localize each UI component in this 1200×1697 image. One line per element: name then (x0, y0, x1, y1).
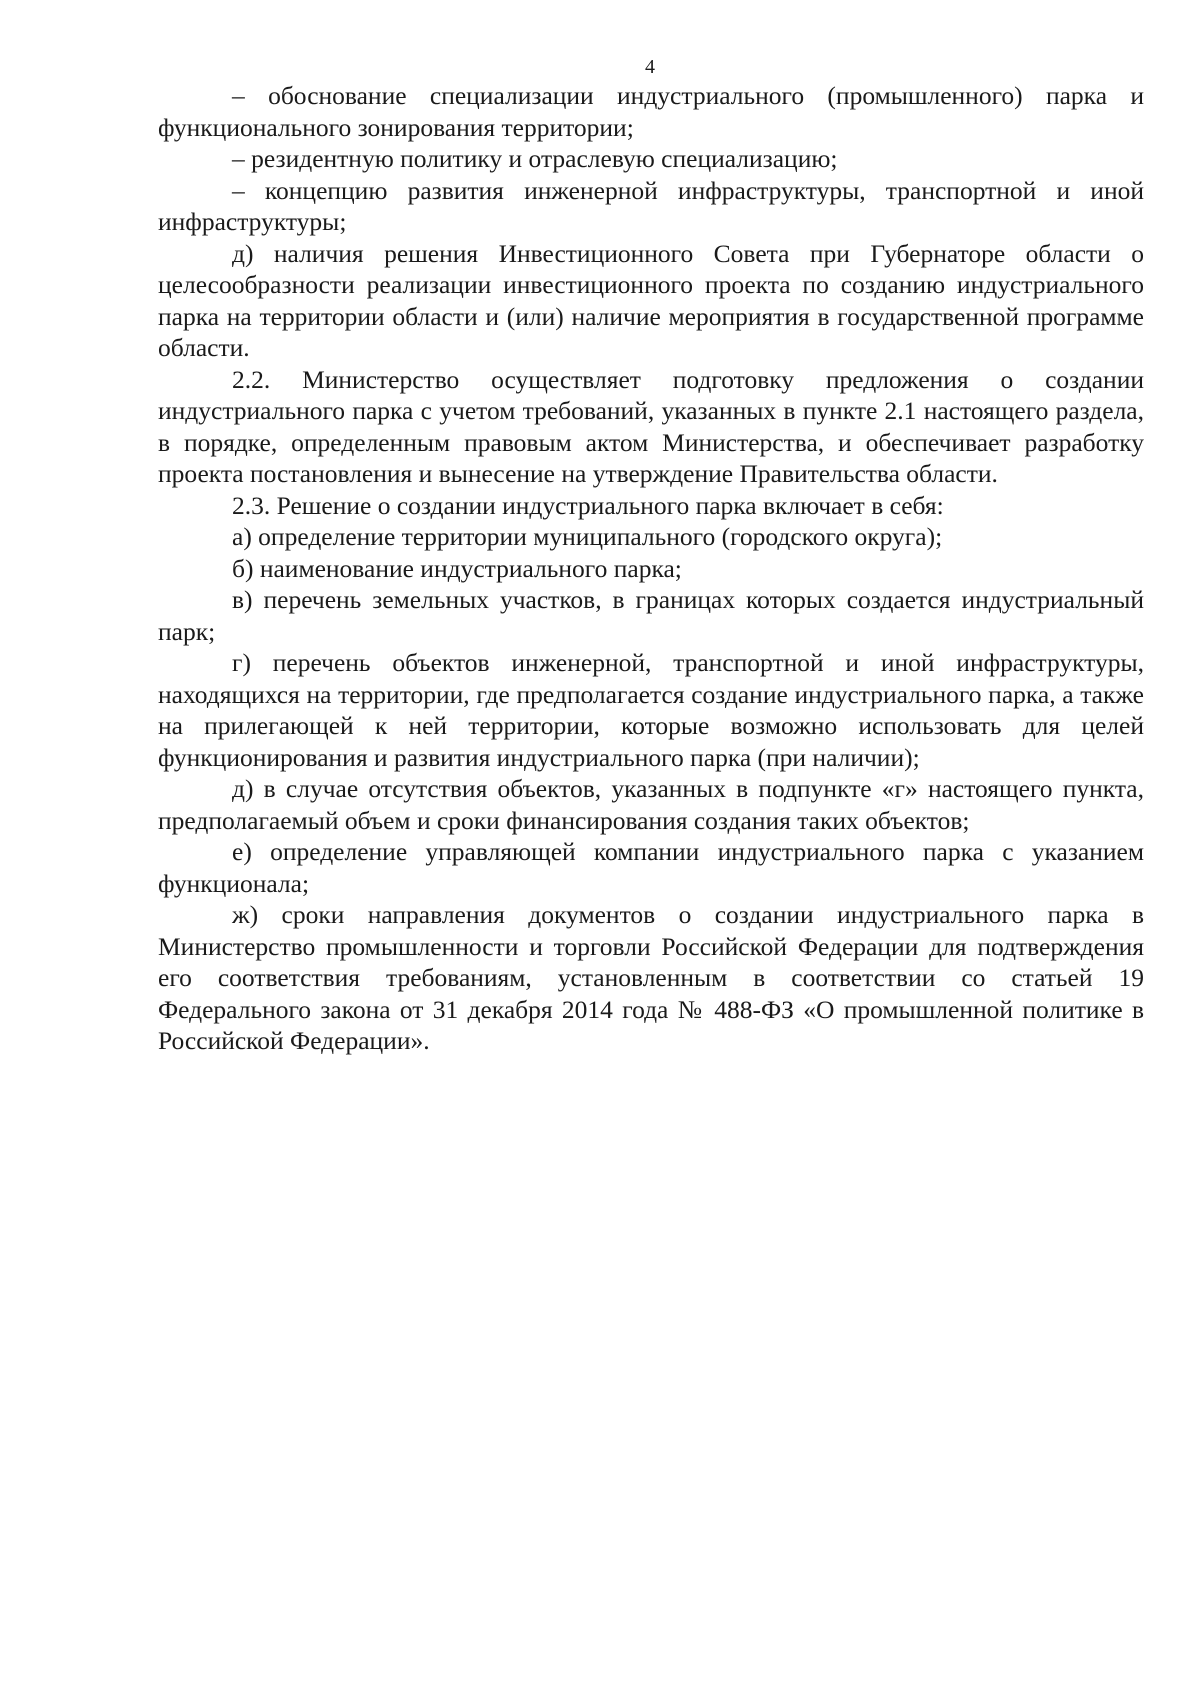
document-body (158, 80, 1144, 1057)
paragraph-justification-specialization: – обоснование специализации индустриального (промышленного) парка и функционального зонирования территории; (158, 81, 1144, 142)
paragraph-item-e: е) определение управляющей компании индустриального парка с указанием функционала; (158, 837, 1144, 898)
page-number: 4 (645, 56, 655, 78)
paragraph-item-b: б) наименование индустриального парка; (232, 553, 682, 583)
paragraph-item-zh: ж) сроки направления документов о создании индустриального парка в Министерство промышленности и торговли Российской Федерации для подтверждения его соответствия требованиям, установленным в соответствии со статьей 19 Федерального закона от 31 декабря 2014 года № 488-ФЗ «О промышленной политике в Российской Федерации». (158, 900, 1144, 1055)
paragraph-section-2-2: 2.2. Министерство осуществляет подготовку предложения о создании индустриального парка с учетом требований, указанных в пункте 2.1 настоящего раздела, в порядке, определенным правовым актом Министерства, и обеспечивает разработку проекта постановления и вынесение на утверждение Правительства области. (158, 364, 1144, 488)
paragraph-item-d-investment-council: д) наличия решения Инвестиционного Совета при Губернаторе области о целесообразности реализации инвестиционного проекта по созданию индустриального парка на территории области и (или) наличие мероприятия в государственной программе области. (158, 238, 1144, 362)
paragraph-resident-policy: – резидентную политику и отраслевую специализацию; (232, 144, 838, 173)
paragraph-item-g: г) перечень объектов инженерной, транспортной и иной инфраструктуры, находящихся на территории, где предполагается создание индустриального парка, а также на прилегающей к ней территории, которые возможно использовать для целей функционирования и развития индустриального парка (при наличии); (158, 648, 1144, 772)
paragraph-section-2-3: 2.3. Решение о создании индустриального парка включает в себя: (232, 490, 944, 520)
paragraph-item-a: а) определение территории муниципального (городского округа); (232, 522, 943, 551)
paragraph-item-v: в) перечень земельных участков, в границах которых создается индустриальный парк; (158, 585, 1144, 646)
paragraph-infrastructure-concept: – концепцию развития инженерной инфраструктуры, транспортной и иной инфраструктуры; (158, 175, 1144, 236)
paragraph-item-d: д) в случае отсутствия объектов, указанных в подпункте «г» настоящего пункта, предполагаемый объем и сроки финансирования создания таких объектов; (158, 774, 1144, 835)
